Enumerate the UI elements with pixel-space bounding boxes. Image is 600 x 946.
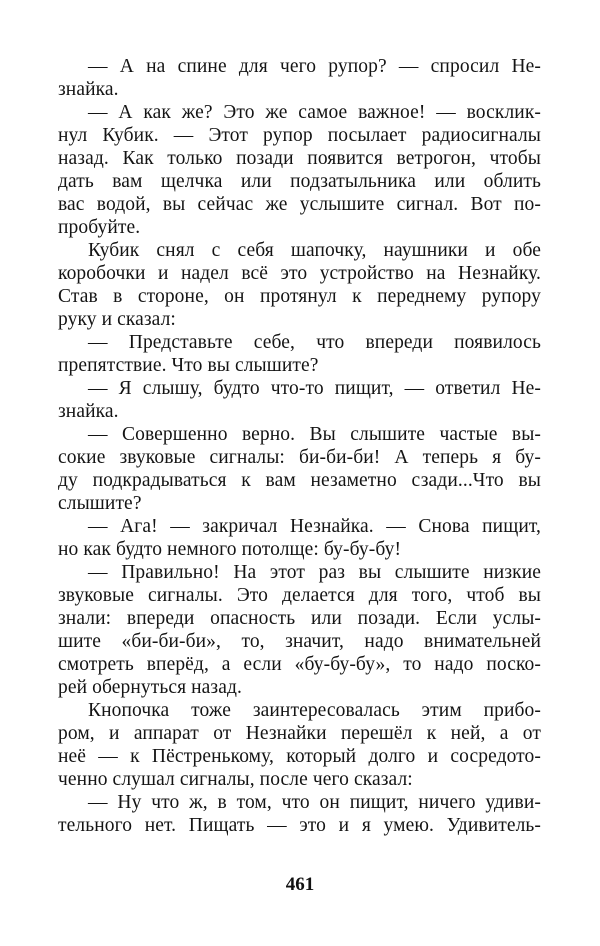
book-page-text	[58, 55, 541, 837]
text-line: коробочки и надел всё это устройство на Незнайку.	[58, 263, 541, 284]
text-line: смотреть вперёд, а если «бу-бу-бу», то надо поско-	[58, 654, 541, 675]
text-line: знайка.	[58, 401, 119, 422]
text-line: — Ага! — закричал Незнайка. — Снова пищит,	[88, 516, 541, 537]
text-line: — Представьте себе, что впереди появилось	[88, 332, 541, 353]
text-line: — Правильно! На этот раз вы слышите низкие	[88, 562, 541, 583]
text-line: ром, и аппарат от Незнайки перешёл к ней, а от	[58, 723, 541, 744]
text-line: сокие звуковые сигналы: би-би-би! А теперь я бу-	[58, 447, 541, 468]
text-line: звуковые сигналы. Это делается для того, чтоб вы	[58, 585, 541, 606]
text-line: препятствие. Что вы слышите?	[58, 355, 319, 376]
text-line: назад. Как только позади появится ветрогон, чтобы	[58, 148, 541, 169]
text-line: вас водой, вы сейчас же услышите сигнал. Вот по-	[58, 194, 541, 215]
text-line: неё — к Пёстренькому, который долго и сосредото-	[58, 746, 541, 767]
text-line: нул Кубик. — Этот рупор посылает радиосигналы	[58, 125, 541, 146]
text-line: Кнопочка тоже заинтересовалась этим прибо-	[88, 700, 541, 721]
text-line: но как будто немного потолще: бу-бу-бу!	[58, 539, 402, 560]
text-line: пробуйте.	[58, 217, 141, 238]
text-line: — Ну что ж, в том, что он пищит, ничего удиви-	[88, 792, 541, 813]
text-line: знайка.	[58, 79, 119, 100]
text-line: тельного нет. Пищать — это и я умею. Удивитель-	[58, 815, 541, 836]
text-line: шите «би-би-би», то, значит, надо внимательней	[58, 631, 541, 652]
text-line: слышите?	[58, 493, 142, 514]
text-line: рей обернуться назад.	[58, 677, 242, 698]
text-line: — А как же? Это же самое важное! — восклик-	[88, 102, 541, 123]
text-line: руку и сказал:	[58, 309, 176, 330]
text-line: — А на спине для чего рупор? — спросил Не-	[88, 56, 541, 77]
text-line: — Я слышу, будто что-то пищит, — ответил Не-	[88, 378, 541, 399]
text-line: ченно слушал сигналы, после чего сказал:	[58, 769, 413, 790]
page-number: 461	[285, 874, 315, 895]
text-line: знали: впереди опасность или позади. Если услы-	[58, 608, 541, 629]
text-line: ду подкрадываться к вам незаметно сзади...Что вы	[58, 470, 541, 491]
text-line: — Совершенно верно. Вы слышите частые вы-	[88, 424, 541, 445]
text-line: дать вам щелчка или подзатыльника или облить	[58, 171, 541, 192]
text-line: Став в стороне, он протянул к переднему рупору	[58, 286, 541, 307]
text-line: Кубик снял с себя шапочку, наушники и обе	[88, 240, 541, 261]
